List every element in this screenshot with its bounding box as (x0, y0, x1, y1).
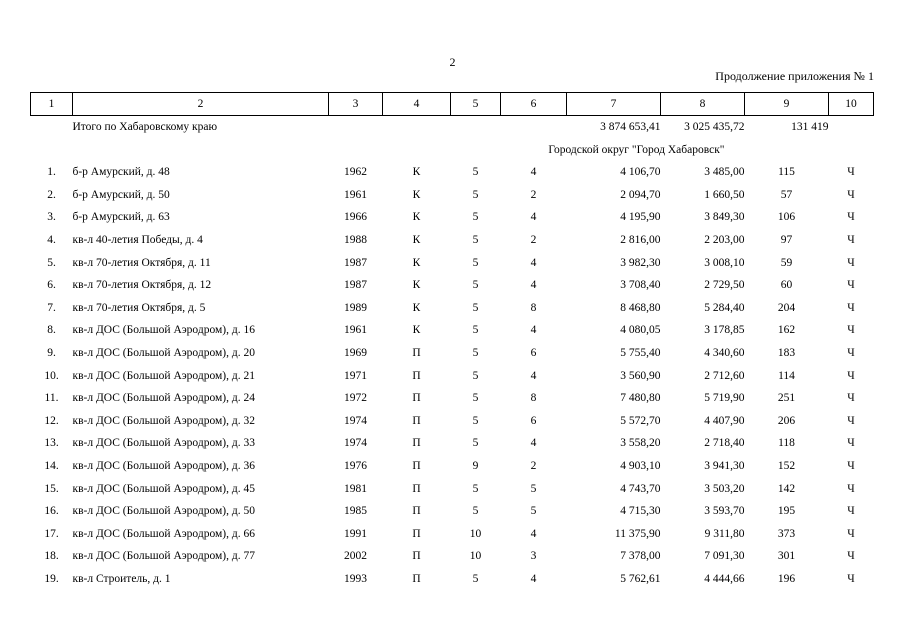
entrances-cell: 4 (530, 369, 537, 382)
entrances-cell: 2 (530, 459, 537, 472)
table-row (31, 410, 874, 433)
entrances-cell: 2 (530, 188, 537, 201)
table-row (31, 478, 874, 501)
col-header: 10 (829, 93, 874, 116)
entrances-cell: 8 (530, 301, 537, 314)
wall-material-cell: К (412, 256, 421, 269)
living-area-cell: 5 719,90 (704, 392, 745, 405)
page-number: 2 (449, 55, 456, 69)
floors-cell: 5 (472, 324, 479, 337)
row-number: 8. (47, 324, 56, 337)
residents-cell: 183 (777, 346, 796, 359)
wall-material-cell: П (412, 459, 421, 472)
year-cell: 1966 (344, 211, 367, 224)
residents-cell: 206 (777, 414, 796, 427)
floors-cell: 5 (472, 346, 479, 359)
housing-table (30, 92, 874, 590)
floors-cell: 5 (472, 437, 479, 450)
floors-cell: 5 (472, 211, 479, 224)
type-cell: Ч (847, 550, 855, 563)
total-area-cell: 3 708,40 (620, 279, 661, 292)
col-header: 8 (661, 93, 745, 116)
living-area-cell: 7 091,30 (704, 550, 745, 563)
type-cell: Ч (847, 324, 855, 337)
residents-cell: 118 (778, 437, 795, 450)
living-area-cell: 3 941,30 (704, 459, 745, 472)
total-label: Итого по Хабаровскому краю (72, 121, 218, 133)
address-cell: кв-л 70-летия Октября, д. 5 (72, 301, 206, 314)
table-row (31, 252, 874, 275)
type-cell: Ч (847, 279, 855, 292)
floors-cell: 5 (472, 505, 479, 518)
floors-cell: 10 (469, 527, 482, 540)
total-area-cell: 4 903,10 (620, 459, 661, 472)
total-area-cell: 4 715,30 (620, 505, 661, 518)
residents-cell: 115 (778, 166, 795, 179)
year-cell: 1987 (344, 256, 367, 269)
col-header: 3 (329, 93, 383, 116)
type-cell: Ч (847, 346, 855, 359)
residents-cell: 152 (777, 459, 796, 472)
total-area-cell: 3 558,20 (620, 437, 661, 450)
living-area-cell: 3 593,70 (704, 505, 745, 518)
residents-cell: 106 (777, 211, 796, 224)
total-area-cell: 4 106,70 (620, 166, 661, 179)
entrances-cell: 4 (530, 279, 537, 292)
col-header: 1 (31, 93, 73, 116)
table-row (31, 319, 874, 342)
year-cell: 1981 (344, 482, 367, 495)
total-area-cell: 4 743,70 (620, 482, 661, 495)
year-cell: 2002 (344, 550, 367, 563)
year-cell: 1988 (344, 233, 367, 246)
total-residents: 131 419 (791, 121, 829, 133)
total-area-cell: 5 572,70 (620, 414, 661, 427)
total-area-cell: 7 480,80 (620, 392, 661, 405)
type-cell: Ч (847, 301, 855, 314)
address-cell: кв-л ДОС (Большой Аэродром), д. 66 (72, 527, 255, 540)
entrances-cell: 3 (530, 550, 537, 563)
floors-cell: 5 (472, 392, 479, 405)
living-area-cell: 1 660,50 (704, 188, 745, 201)
section-row (31, 139, 874, 162)
type-cell: Ч (847, 166, 855, 179)
total-area-cell: 5 762,61 (620, 572, 661, 585)
type-cell: Ч (847, 392, 855, 405)
floors-cell: 5 (472, 233, 479, 246)
address-cell: кв-л ДОС (Большой Аэродром), д. 32 (72, 414, 255, 427)
residents-cell: 204 (777, 301, 796, 314)
type-cell: Ч (847, 527, 855, 540)
entrances-cell: 4 (530, 211, 537, 224)
year-cell: 1993 (344, 572, 367, 585)
year-cell: 1962 (344, 166, 367, 179)
col-header: 7 (567, 93, 661, 116)
entrances-cell: 5 (530, 482, 537, 495)
row-number: 9. (47, 346, 56, 359)
total-area-cell: 3 982,30 (620, 256, 661, 269)
living-area-cell: 3 485,00 (704, 166, 745, 179)
wall-material-cell: К (412, 166, 421, 179)
total-area-cell: 2 816,00 (620, 233, 661, 246)
address-cell: кв-л ДОС (Большой Аэродром), д. 33 (72, 437, 255, 450)
wall-material-cell: П (412, 482, 421, 495)
residents-cell: 59 (780, 256, 793, 269)
wall-material-cell: К (412, 279, 421, 292)
table-row (31, 432, 874, 455)
table-row (31, 161, 874, 184)
living-area-cell: 9 311,80 (704, 527, 745, 540)
row-number: 16. (44, 505, 59, 518)
living-area-cell: 2 712,60 (704, 369, 745, 382)
row-number: 10. (44, 369, 59, 382)
residents-cell: 251 (777, 392, 796, 405)
entrances-cell: 4 (530, 437, 537, 450)
wall-material-cell: К (412, 324, 421, 337)
total-row (31, 116, 874, 139)
table-row (31, 523, 874, 546)
table-row (31, 274, 874, 297)
address-cell: б-р Амурский, д. 63 (72, 211, 170, 224)
entrances-cell: 4 (530, 527, 537, 540)
wall-material-cell: П (412, 392, 421, 405)
residents-cell: 97 (780, 233, 793, 246)
entrances-cell: 4 (530, 572, 537, 585)
type-cell: Ч (847, 414, 855, 427)
row-number: 12. (44, 414, 59, 427)
column-number-header (31, 93, 874, 116)
row-number: 2. (47, 188, 56, 201)
type-cell: Ч (847, 188, 855, 201)
table-row (31, 500, 874, 523)
type-cell: Ч (847, 505, 855, 518)
continuation-note: Продолжение приложения № 1 (715, 69, 874, 83)
address-cell: кв-л 70-летия Октября, д. 12 (72, 279, 212, 292)
table-row (31, 545, 874, 568)
year-cell: 1976 (344, 459, 367, 472)
section-title-text: Городской округ "Город Хабаровск" (548, 143, 725, 156)
residents-cell: 301 (777, 550, 796, 563)
address-cell: кв-л ДОС (Большой Аэродром), д. 45 (72, 482, 255, 495)
floors-cell: 5 (472, 414, 479, 427)
year-cell: 1974 (344, 437, 367, 450)
address-cell: кв-л ДОС (Большой Аэродром), д. 21 (72, 369, 255, 382)
wall-material-cell: К (412, 211, 421, 224)
type-cell: Ч (847, 256, 855, 269)
living-area-cell: 5 284,40 (704, 301, 745, 314)
col-header: 6 (501, 93, 567, 116)
table-row (31, 184, 874, 207)
table-row (31, 297, 874, 320)
total-area-cell: 11 375,90 (614, 527, 661, 540)
row-number: 15. (44, 482, 59, 495)
address-cell: кв-л Строитель, д. 1 (72, 572, 171, 585)
wall-material-cell: П (412, 414, 421, 427)
row-number: 3. (47, 211, 56, 224)
living-area-cell: 4 340,60 (704, 346, 745, 359)
row-number: 14. (44, 459, 59, 472)
address-cell: кв-л ДОС (Большой Аэродром), д. 36 (72, 459, 255, 472)
wall-material-cell: П (412, 505, 421, 518)
total-area-cell: 5 755,40 (620, 346, 661, 359)
row-number: 1. (47, 166, 56, 179)
address-cell: кв-л ДОС (Большой Аэродром), д. 50 (72, 505, 255, 518)
type-cell: Ч (847, 459, 855, 472)
residents-cell: 162 (777, 324, 796, 337)
table-row (31, 455, 874, 478)
row-number: 4. (47, 233, 56, 246)
year-cell: 1974 (344, 414, 367, 427)
entrances-cell: 2 (530, 233, 537, 246)
wall-material-cell: П (412, 572, 421, 585)
wall-material-cell: П (412, 527, 421, 540)
year-cell: 1971 (344, 369, 367, 382)
row-number: 19. (44, 572, 59, 585)
address-cell: б-р Амурский, д. 48 (72, 166, 170, 179)
address-cell: б-р Амурский, д. 50 (72, 188, 170, 201)
residents-cell: 60 (780, 279, 793, 292)
address-cell: кв-л ДОС (Большой Аэродром), д. 20 (72, 346, 255, 359)
year-cell: 1969 (344, 346, 367, 359)
wall-material-cell: К (412, 233, 421, 246)
floors-cell: 9 (472, 459, 479, 472)
col-header: 9 (745, 93, 829, 116)
wall-material-cell: К (412, 301, 421, 314)
type-cell: Ч (847, 572, 855, 585)
residents-cell: 196 (777, 572, 796, 585)
table-row (31, 229, 874, 252)
address-cell: кв-л ДОС (Большой Аэродром), д. 24 (72, 392, 255, 405)
type-cell: Ч (847, 369, 855, 382)
table-row (31, 568, 874, 591)
floors-cell: 5 (472, 482, 479, 495)
entrances-cell: 4 (530, 324, 537, 337)
table-row (31, 206, 874, 229)
total-area-cell: 7 378,00 (620, 550, 661, 563)
row-number: 11. (44, 392, 59, 405)
table-row (31, 342, 874, 365)
total-area-cell: 3 560,90 (620, 369, 661, 382)
entrances-cell: 5 (530, 505, 537, 518)
floors-cell: 5 (472, 279, 479, 292)
type-cell: Ч (847, 482, 855, 495)
wall-material-cell: П (412, 437, 421, 450)
entrances-cell: 4 (530, 256, 537, 269)
year-cell: 1972 (344, 392, 367, 405)
year-cell: 1991 (344, 527, 367, 540)
row-number: 17. (44, 527, 59, 540)
entrances-cell: 8 (530, 392, 537, 405)
living-area-cell: 3 849,30 (704, 211, 745, 224)
wall-material-cell: К (412, 188, 421, 201)
row-number: 7. (47, 301, 56, 314)
floors-cell: 5 (472, 301, 479, 314)
floors-cell: 5 (472, 369, 479, 382)
residents-cell: 114 (778, 369, 795, 382)
total-living-area: 3 025 435,72 (684, 121, 745, 133)
entrances-cell: 6 (530, 414, 537, 427)
entrances-cell: 4 (530, 166, 537, 179)
col-header: 5 (451, 93, 501, 116)
wall-material-cell: П (412, 369, 421, 382)
type-cell: Ч (847, 233, 855, 246)
living-area-cell: 3 503,20 (704, 482, 745, 495)
total-area: 3 874 653,41 (600, 121, 661, 133)
wall-material-cell: П (412, 550, 421, 563)
total-area-cell: 4 080,05 (620, 324, 661, 337)
living-area-cell: 2 203,00 (704, 233, 745, 246)
entrances-cell: 6 (530, 346, 537, 359)
col-header: 2 (73, 93, 329, 116)
table-row (31, 365, 874, 388)
living-area-cell: 4 407,90 (704, 414, 745, 427)
year-cell: 1961 (344, 324, 367, 337)
row-number: 18. (44, 550, 59, 563)
section-title (73, 139, 725, 162)
row-number: 6. (47, 279, 56, 292)
year-cell: 1989 (344, 301, 367, 314)
floors-cell: 10 (469, 550, 482, 563)
floors-cell: 5 (472, 166, 479, 179)
row-number: 5. (47, 256, 56, 269)
living-area-cell: 2 729,50 (704, 279, 745, 292)
total-area-cell: 4 195,90 (620, 211, 661, 224)
col-header: 4 (383, 93, 451, 116)
residents-cell: 57 (780, 188, 793, 201)
residents-cell: 195 (777, 505, 796, 518)
year-cell: 1961 (344, 188, 367, 201)
address-cell: кв-л 70-летия Октября, д. 11 (72, 256, 211, 269)
living-area-cell: 4 444,66 (704, 572, 745, 585)
address-cell: кв-л 40-летия Победы, д. 4 (72, 233, 203, 246)
table-row (31, 387, 874, 410)
address-cell: кв-л ДОС (Большой Аэродром), д. 16 (72, 324, 255, 337)
residents-cell: 373 (777, 527, 796, 540)
floors-cell: 5 (472, 256, 479, 269)
type-cell: Ч (847, 211, 855, 224)
living-area-cell: 3 178,85 (704, 324, 745, 337)
floors-cell: 5 (472, 572, 479, 585)
wall-material-cell: П (412, 346, 421, 359)
living-area-cell: 3 008,10 (704, 256, 745, 269)
total-area-cell: 2 094,70 (620, 188, 661, 201)
total-area-cell: 8 468,80 (620, 301, 661, 314)
living-area-cell: 2 718,40 (704, 437, 745, 450)
address-cell: кв-л ДОС (Большой Аэродром), д. 77 (72, 550, 255, 563)
residents-cell: 142 (777, 482, 796, 495)
row-number: 13. (44, 437, 59, 450)
year-cell: 1985 (344, 505, 367, 518)
floors-cell: 5 (472, 188, 479, 201)
year-cell: 1987 (344, 279, 367, 292)
type-cell: Ч (847, 437, 855, 450)
